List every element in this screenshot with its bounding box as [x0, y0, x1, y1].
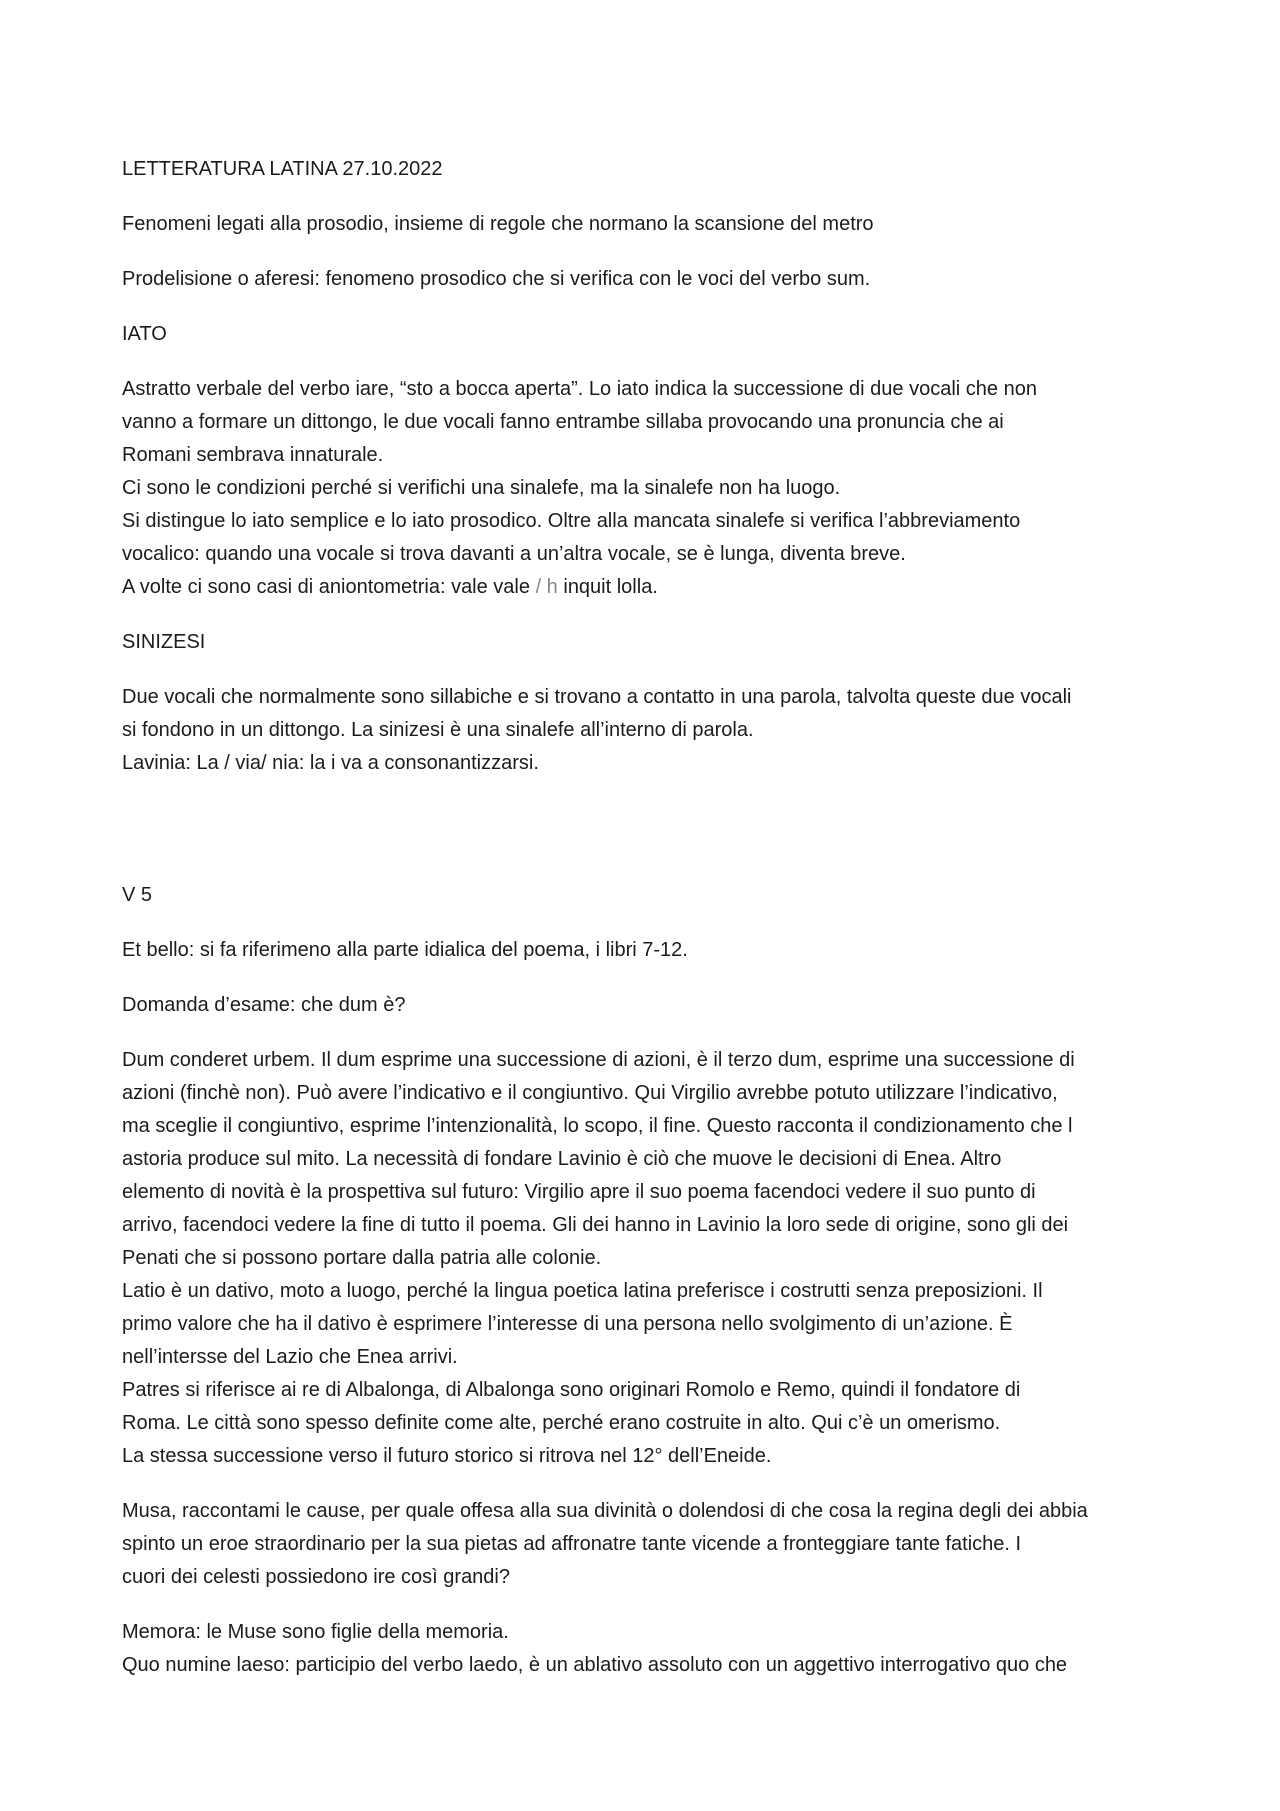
paragraph-memora — [122, 1616, 1172, 1682]
text-line: Si distingue lo iato semplice e lo iato prosodico. Oltre alla mancata sinalefe si verifica l’abbreviamento — [122, 510, 1021, 532]
text-line: vanno a formare un dittongo, le due vocali fanno entrambe sillaba provocando una pronuncia che ai — [122, 411, 1004, 433]
text-line: vocalico: quando una vocale si trova davanti a un’altra vocale, se è lunga, diventa breve. — [122, 543, 906, 565]
text-line: Patres si riferisce ai re di Albalonga, di Albalonga sono originari Romolo e Remo, quindi il fondatore di — [122, 1379, 1021, 1401]
section-heading-iato: IATO — [122, 323, 167, 345]
text-line: nell’intersse del Lazio che Enea arrivi. — [122, 1346, 458, 1368]
text-line: si fondono in un dittongo. La sinizesi è una sinalefe all’interno di parola. — [122, 719, 754, 741]
paragraph-prodelisione: Prodelisione o aferesi: fenomeno prosodico che si verifica con le voci del verbo sum. — [122, 268, 871, 290]
text-line: spinto un eroe straordinario per la sua pietas ad affronatre tante vicende a fronteggiare tante fatiche. I — [122, 1533, 1022, 1555]
paragraph-musa — [122, 1495, 1172, 1594]
text-line: Lavinia: La / via/ nia: la i va a consonantizzarsi. — [122, 752, 539, 774]
text-line: A volte ci sono casi di aniontometria: vale vale / h inquit lolla. — [122, 576, 658, 598]
document-body — [122, 153, 1172, 1704]
scansion-marker: / h — [535, 576, 558, 598]
document-heading: LETTERATURA LATINA 27.10.2022 — [122, 158, 443, 180]
text-line: Due vocali che normalmente sono sillabiche e si trovano a contatto in una parola, talvolta queste due vocali — [122, 686, 1072, 708]
text-line: Dum conderet urbem. Il dum esprime una successione di azioni, è il terzo dum, esprime una successione di — [122, 1049, 1075, 1071]
blank-space — [122, 802, 1172, 879]
text-line: Quo numine laeso: participio del verbo laedo, è un ablativo assoluto con un aggettivo interrogativo quo che — [122, 1654, 1068, 1676]
text-line: Memora: le Muse sono figlie della memoria. — [122, 1621, 509, 1643]
text-line: Latio è un dativo, moto a luogo, perché la lingua poetica latina preferisce i costrutti senza preposizioni. Il — [122, 1280, 1043, 1302]
paragraph-domanda: Domanda d’esame: che dum è? — [122, 994, 406, 1016]
section-heading-v5: V 5 — [122, 884, 153, 906]
paragraph-iato — [122, 373, 1172, 604]
paragraph-prosodio: Fenomeni legati alla prosodio, insieme di regole che normano la scansione del metro — [122, 213, 874, 235]
paragraph-dum — [122, 1044, 1172, 1473]
paragraph-sinizesi — [122, 681, 1172, 780]
text-line: astoria produce sul mito. La necessità di fondare Lavinio è ciò che muove le decisioni di Enea. Altro — [122, 1148, 1002, 1170]
text-line: ma sceglie il congiuntivo, esprime l’intenzionalità, lo scopo, il fine. Questo racconta il condizionamento che l — [122, 1115, 1073, 1137]
text-line: elemento di novità è la prospettiva sul futuro: Virgilio apre il suo poema facendoci vedere il suo punto di — [122, 1181, 1036, 1203]
text-line: Ci sono le condizioni perché si verifichi una sinalefe, ma la sinalefe non ha luogo. — [122, 477, 841, 499]
paragraph-et-bello: Et bello: si fa riferimeno alla parte idialica del poema, i libri 7-12. — [122, 939, 688, 961]
section-heading-sinizesi: SINIZESI — [122, 631, 206, 653]
text-line: La stessa successione verso il futuro storico si ritrova nel 12° dell’Eneide. — [122, 1445, 772, 1467]
text-line: azioni (finchè non). Può avere l’indicativo e il congiuntivo. Qui Virgilio avrebbe potuto utilizzare l’indicativo, — [122, 1082, 1058, 1104]
text-line: Musa, raccontami le cause, per quale offesa alla sua divinità o dolendosi di che cosa la regina degli dei abbia — [122, 1500, 1088, 1522]
text-line: Penati che si possono portare dalla patria alle colonie. — [122, 1247, 602, 1269]
text-line: Romani sembrava innaturale. — [122, 444, 384, 466]
text-line: arrivo, facendoci vedere la fine di tutto il poema. Gli dei hanno in Lavinio la loro sede di origine, sono gli dei — [122, 1214, 1069, 1236]
text-line: Astratto verbale del verbo iare, “sto a bocca aperta”. Lo iato indica la successione di due vocali che non — [122, 378, 1037, 400]
text-line: cuori dei celesti possiedono ire così grandi? — [122, 1566, 510, 1588]
text-line: primo valore che ha il dativo è esprimere l’interesse di una persona nello svolgimento di un’azione. È — [122, 1313, 1013, 1335]
text-line: Roma. Le città sono spesso definite come alte, perché erano costruite in alto. Qui c’è un omerismo. — [122, 1412, 1001, 1434]
